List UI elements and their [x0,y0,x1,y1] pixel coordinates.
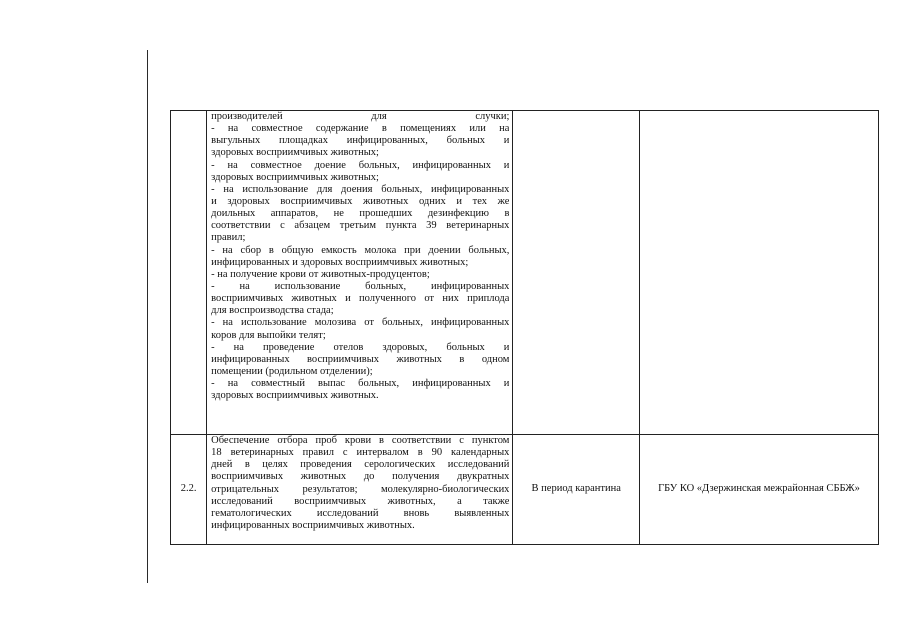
text-line: инфицированных восприимчивых животных в одном [211,353,510,365]
row-number-cell [171,111,207,435]
text-line: и здоровых восприимчивых животных одних и тех же [211,195,510,207]
text-line: выгульных площадках инфицированных, больных и [211,135,510,147]
term-cell: В период карантина [513,435,640,545]
text-line: дней в целях проведения серологических исследований [211,459,510,471]
measure-description-cell [207,111,513,435]
text-line: для воспроизводства стада; [211,305,334,317]
text-line: исследований восприимчивых животных, а также [211,495,510,507]
text-line: соответствии с абзацем третьим пункта 39 ветеринарных [211,220,510,232]
table-row [171,111,879,435]
text-line: - на использование молозива от больных, инфицированных [211,317,510,329]
text-line: здоровых восприимчивых животных. [211,390,379,402]
text-line: Обеспечение отбора проб крови в соответствии с пунктом [211,435,510,446]
text-line: инфицированных восприимчивых животных. [211,519,415,531]
binding-margin-line [147,50,148,583]
text-line: - на совместное содержание в помещениях или на [211,123,510,135]
measures-table [170,110,879,545]
text-line: инфицированных и здоровых восприимчивых животных; [211,256,469,268]
text-line: гематологических исследований вновь выявленных [211,507,510,519]
term-cell [513,111,640,435]
text-line: - на использование для доения больных, инфицированных [211,183,510,195]
text-line: 18 ветеринарных правил с интервалом в 90 календарных [211,447,510,459]
text-line: - на совместный выпас больных, инфицированных и [211,378,510,390]
text-line: производителей для случки; [211,111,510,122]
table-row [171,435,879,545]
text-line: отрицательных результатов; молекулярно-биологических [211,483,510,495]
text-line: правил; [211,232,246,244]
text-line: - на сбор в общую емкость молока при доении больных, [211,244,510,256]
text-line: восприимчивых животных и полученного от них приплода [211,293,510,305]
text-line: здоровых восприимчивых животных; [211,147,379,159]
text-line: - на использование больных, инфицированных [211,280,510,292]
row-number-cell: 2.2. [171,435,207,545]
text-line: коров для выпойки телят; [211,329,326,341]
executor-cell: ГБУ КО «Дзержинская межрайонная СББЖ» [639,435,878,545]
text-line: - на получение крови от животных-продуцентов; [211,268,430,280]
text-line: - на совместное доение больных, инфицированных и [211,159,510,171]
text-line: помещении (родильном отделении); [211,365,373,377]
text-line: восприимчивых животных до получения двукратных [211,471,510,483]
text-line: здоровых восприимчивых животных; [211,171,379,183]
executor-cell [639,111,878,435]
measure-description-cell [207,435,513,545]
text-line: доильных аппаратов, не прошедших дезинфекцию в [211,208,510,220]
text-line: - на проведение отелов здоровых, больных и [211,341,510,353]
